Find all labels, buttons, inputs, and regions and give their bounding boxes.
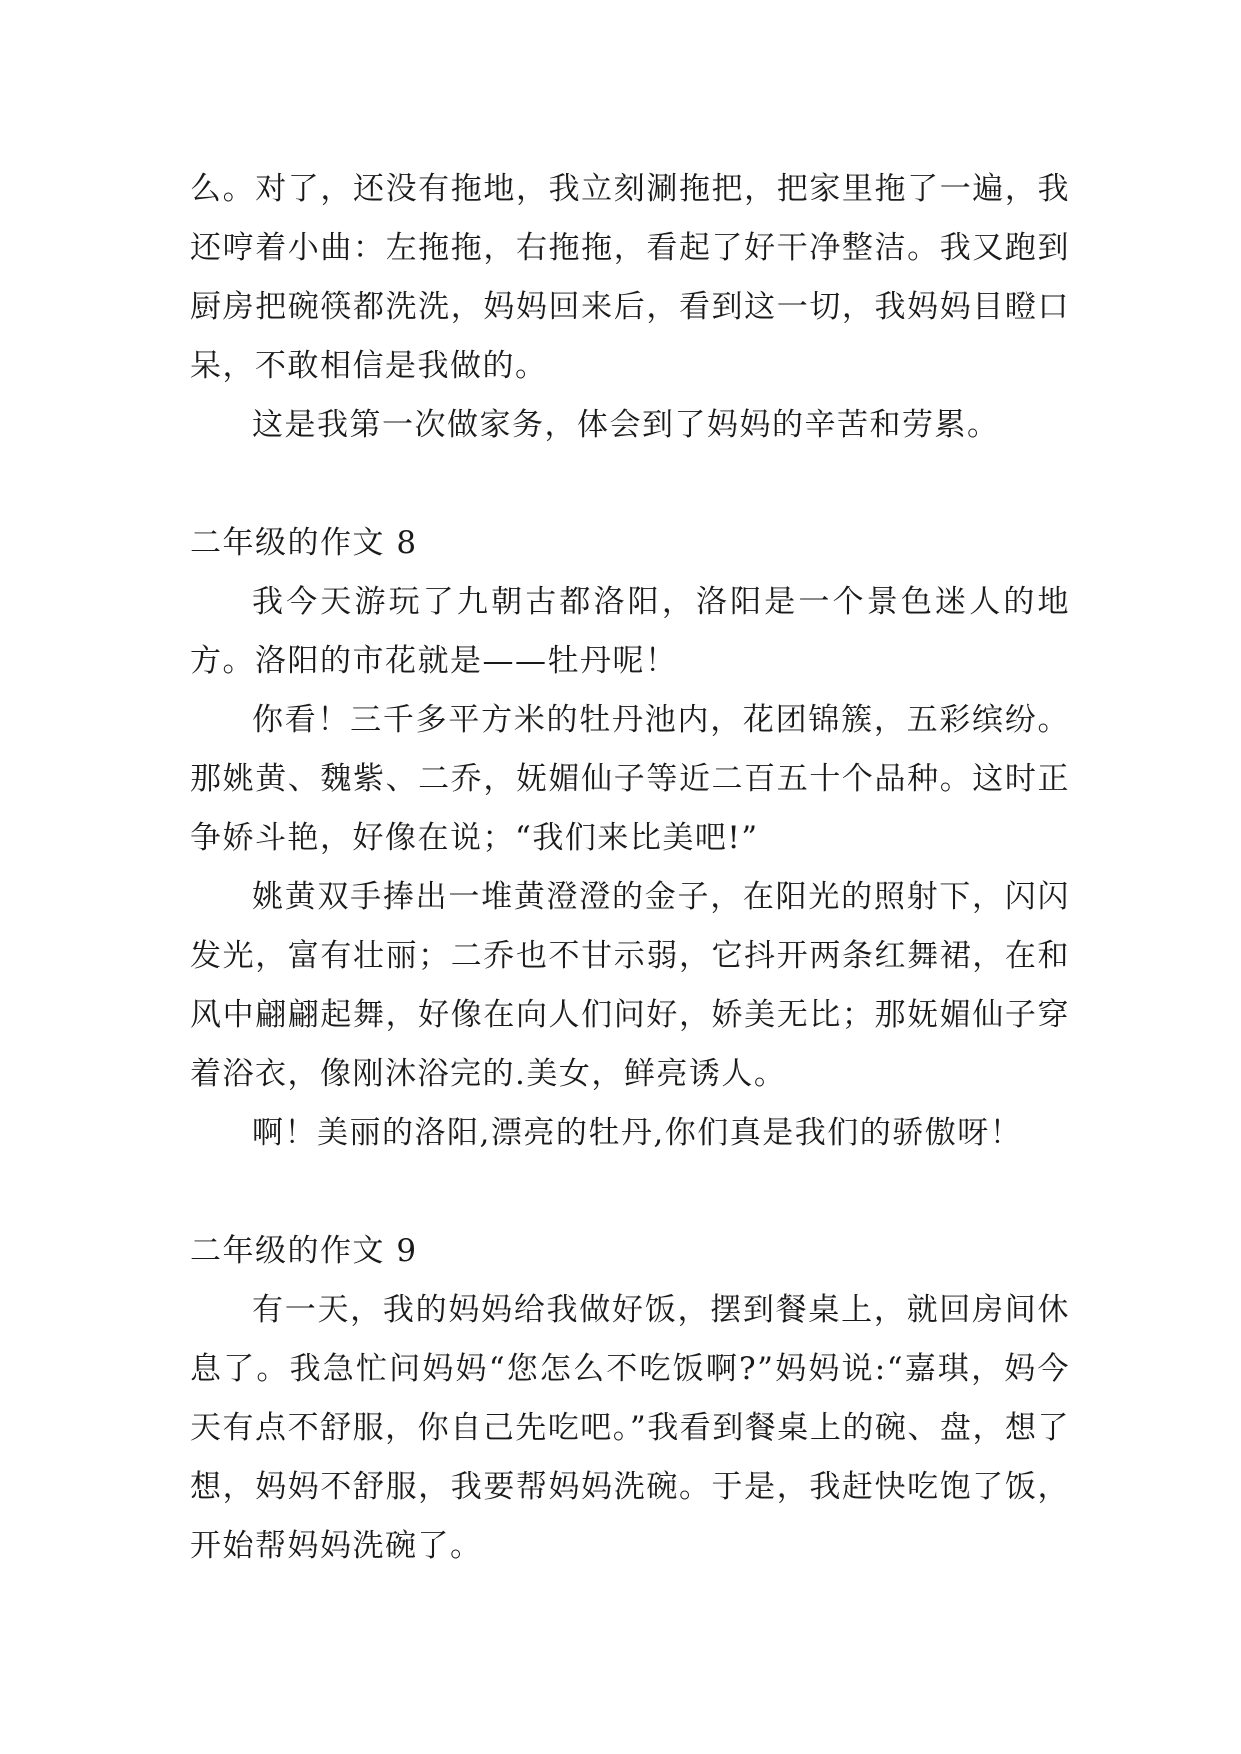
paragraph: 姚黄双手捧出一堆黄澄澄的金子，在阳光的照射下，闪闪发光，富有壮丽；二乔也不甘示弱，它抖开两条红舞裙，在和风中翩翩起舞，好像在向人们问好，娇美无比；那妩媚仙子穿着浴衣，像刚沐浴完的.美女，鲜亮诱人。 (190, 879, 1070, 1092)
section-gap (190, 1163, 1070, 1222)
paragraph: 你看！三千多平方米的牡丹池内，花团锦簇，五彩缤纷。那姚黄、魏紫、二乔，妩媚仙子等近二百五十个品种。这时正争娇斗艳，好像在说；“我们来比美吧!” (190, 702, 1070, 856)
paragraph-continuation: 么。对了，还没有拖地，我立刻涮拖把，把家里拖了一遍，我还哼着小曲：左拖拖，右拖拖，看起了好干净整洁。我又跑到厨房把碗筷都洗洗，妈妈回来后，看到这一切，我妈妈目瞪口呆，不敢相信是我做的。 (190, 171, 1070, 384)
section-gap (190, 455, 1070, 514)
paragraph: 啊！美丽的洛阳,漂亮的牡丹,你们真是我们的骄傲呀！ (252, 1115, 1023, 1151)
document-body (190, 160, 1070, 1576)
paragraph: 这是我第一次做家务，体会到了妈妈的辛苦和劳累。 (252, 407, 1000, 443)
essay-title: 二年级的作文 9 (190, 1233, 418, 1269)
essay-title: 二年级的作文 8 (190, 525, 418, 561)
paragraph: 我今天游玩了九朝古都洛阳，洛阳是一个景色迷人的地方。洛阳的市花就是——牡丹呢！ (190, 584, 1070, 679)
paragraph: 有一天，我的妈妈给我做好饭，摆到餐桌上，就回房间休息了。我急忙问妈妈“您怎么不吃饭啊?”妈妈说:“嘉琪，妈今天有点不舒服，你自己先吃吧。”我看到餐桌上的碗、盘，想了想，妈妈不舒服，我要帮妈妈洗碗。于是，我赶快吃饱了饭，开始帮妈妈洗碗了。 (190, 1292, 1070, 1564)
